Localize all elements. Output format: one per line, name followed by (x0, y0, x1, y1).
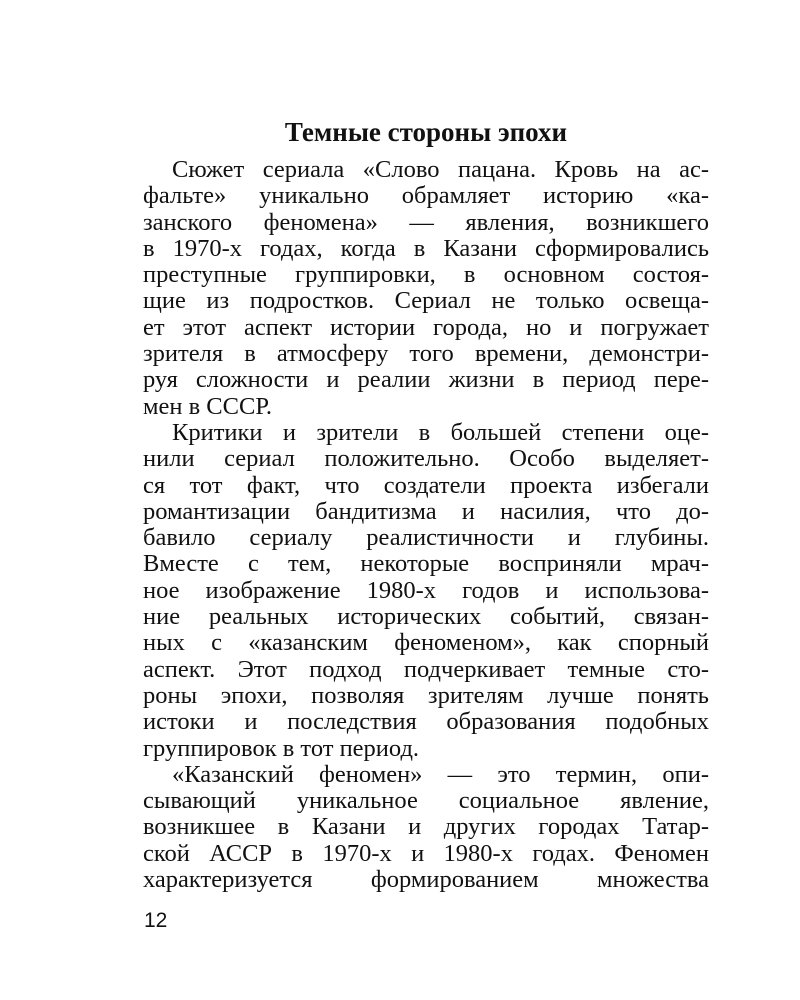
text-line: возникшее в Казани и других городах Татар- (143, 814, 709, 841)
text-line: роны эпохи, позволяя зрителям лучше понять (143, 682, 709, 709)
text-line: в 1970-х годах, когда в Казани сформировались (143, 235, 709, 262)
text-line: ное изображение 1980-х годов и использова- (143, 577, 709, 604)
paragraph-1 (143, 157, 709, 420)
text-line: Вместе с тем, некоторые восприняли мрач- (143, 551, 709, 578)
text-line: ет этот аспект истории города, но и погружает (143, 314, 709, 341)
text-line: ся тот факт, что создатели проекта избегали (143, 472, 709, 499)
text-line: аспект. Этот подход подчеркивает темные сто- (143, 656, 709, 683)
section-title: Темные стороны эпохи (284, 117, 568, 147)
paragraph-2 (143, 420, 709, 762)
text-line: мен в СССР. (143, 393, 273, 420)
body-text (143, 157, 709, 893)
text-line: ных с «казанским феноменом», как спорный (143, 630, 709, 657)
text-line: бавило сериалу реалистичности и глубины. (143, 525, 709, 552)
text-line: нили сериал положительно. Особо выделяет- (143, 446, 709, 473)
text-line: Критики и зрители в большей степени оце- (172, 419, 709, 446)
text-line: сывающий уникальное социальное явление, (143, 788, 709, 815)
text-line: ние реальных исторических событий, связан- (143, 604, 709, 631)
text-line: истоки и последствия образования подобных (143, 709, 709, 736)
text-line: романтизации бандитизма и насилия, что до- (143, 498, 709, 525)
page-number: 12 (144, 909, 168, 932)
text-line: щие из подростков. Сериал не только освеща- (143, 288, 709, 315)
text-line: зрителя в атмосферу того времени, демонстри- (143, 341, 709, 368)
text-line: «Казанский феномен» — это термин, опи- (172, 761, 709, 788)
text-line: занского феномена» — явления, возникшего (143, 209, 709, 236)
text-line: Сюжет сериала «Слово пацана. Кровь на ас- (172, 157, 709, 183)
paragraph-3 (143, 762, 709, 893)
text-line: руя сложности и реалии жизни в период пере- (143, 367, 709, 394)
text-line: характеризуется формированием множества (143, 867, 709, 894)
text-line: ской АССР в 1970-х и 1980-х годах. Феномен (143, 840, 709, 867)
text-line: группировок в тот период. (143, 735, 420, 762)
text-line: преступные группировки, в основном состоя- (143, 262, 709, 289)
text-line: фальте» уникально обрамляет историю «ка- (143, 183, 709, 210)
